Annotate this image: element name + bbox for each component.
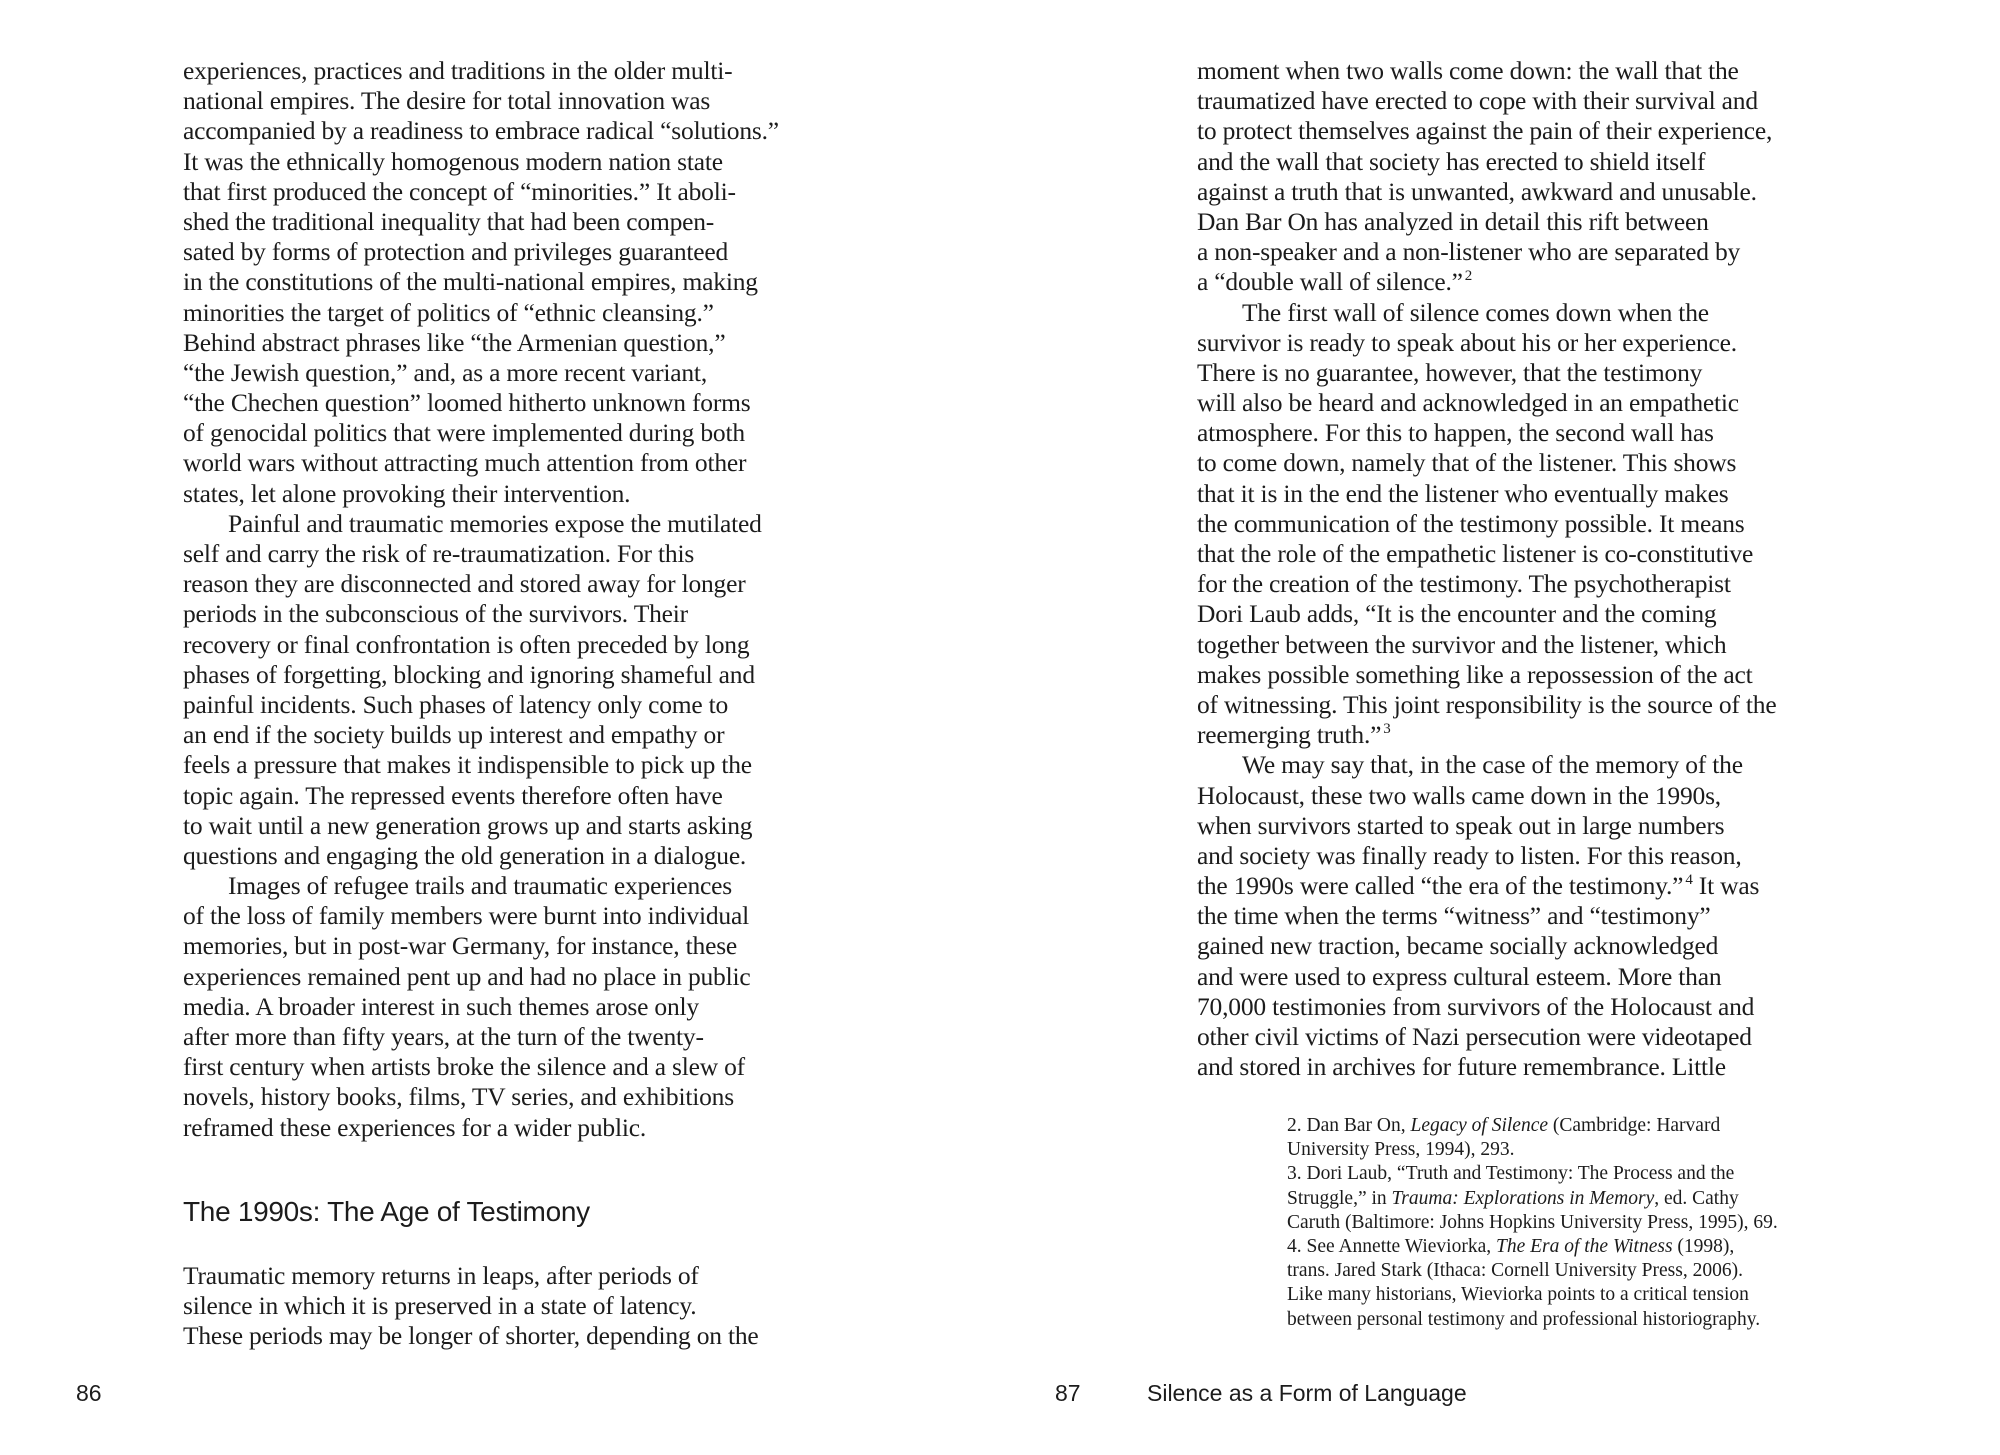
footnote-reference[interactable]: 3 (1383, 721, 1391, 738)
text-line: “the Jewish question,” and, as a more recent variant, (183, 357, 707, 387)
text-line: and were used to express cultural esteem. More than (1197, 961, 1722, 991)
footnote-line: trans. Jared Stark (Ithaca: Cornell University Press, 2006). (1287, 1260, 1743, 1282)
text-line: atmosphere. For this to happen, the second wall has (1197, 418, 1714, 448)
text-line: novels, history books, films, TV series, and exhibitions (183, 1082, 734, 1112)
text-line: of the loss of family members were burnt into individual (183, 901, 749, 931)
footnote-line: between personal testimony and professional historiography. (1287, 1308, 1761, 1330)
text-line: a “double wall of silence.” $^2$ (1197, 267, 1473, 297)
text-line: that it is in the end the listener who eventually makes (1197, 478, 1729, 508)
text-line: accompanied by a readiness to embrace radical “solutions.” (183, 116, 779, 146)
text-line: recovery or final confrontation is often preceded by long (183, 629, 750, 659)
text-line: in the constitutions of the multi-national empires, making (183, 267, 758, 297)
text-line: a non-speaker and a non-listener who are separated by (1197, 237, 1741, 267)
text-line: Painful and traumatic memories expose the mutilated (228, 508, 762, 538)
text-line: for the creation of the testimony. The psychotherapist (1197, 569, 1731, 599)
footnote-line: 3. Dori Laub, “Truth and Testimony: The Process and the (1287, 1163, 1735, 1185)
text-line: sated by forms of protection and privileges guaranteed (183, 237, 729, 267)
text-line: We may say that, in the case of the memory of the (1242, 750, 1743, 780)
text-line: survivor is ready to speak about his or her experience. (1197, 327, 1737, 357)
text-line: feels a pressure that makes it indispensible to pick up the (183, 750, 752, 780)
running-title: Silence as a Form of Language (1147, 1380, 1467, 1406)
text-line: after more than fifty years, at the turn of the twenty- (183, 1022, 704, 1051)
text-line: phases of forgetting, blocking and ignoring shameful and (183, 659, 755, 689)
text-line: shed the traditional inequality that had been compen- (183, 206, 715, 236)
page-number-left: 86 (76, 1380, 102, 1406)
text-line: when survivors started to speak out in large numbers (1197, 810, 1725, 840)
footnote-line: 2. Dan Bar On, Legacy of Silence (Cambridge: Harvard (1287, 1115, 1721, 1136)
text-line: The first wall of silence comes down when the (1242, 297, 1709, 327)
footnote-line: Like many historians, Wieviorka points to a critical tension (1287, 1284, 1749, 1306)
footnotes (1287, 1114, 1927, 1332)
text-line: of witnessing. This joint responsibility is the source of the (1197, 689, 1777, 719)
text-line: that the role of the empathetic listener is co-constitutive (1197, 539, 1754, 568)
page-number-right: 87 (1055, 1380, 1081, 1406)
text-line: experiences, practices and traditions in the older multi- (183, 56, 733, 85)
text-line: to wait until a new generation grows up and starts asking (183, 810, 753, 840)
left-body-text (183, 56, 923, 1143)
text-line: to protect themselves against the pain of their experience, (1197, 116, 1773, 146)
text-line: to come down, namely that of the listener. This shows (1197, 448, 1737, 478)
footnote-reference[interactable]: 2 (1464, 268, 1473, 285)
text-line: against a truth that is unwanted, awkward and unusable. (1197, 176, 1757, 206)
text-line: minorities the target of politics of “ethnic cleansing.” (183, 297, 714, 327)
text-line: the time when the terms “witness” and “testimony” (1197, 901, 1711, 931)
text-line: questions and engaging the old generation in a dialogue. (183, 840, 747, 870)
footnote-line: 4. See Annette Wieviorka, The Era of the Witness (1998), (1287, 1235, 1735, 1257)
text-line: that first produced the concept of “minorities.” It aboli- (183, 176, 736, 206)
text-line: the 1990s were called “the era of the testimony.” $^4$ It was (1197, 871, 1760, 901)
text-line: the communication of the testimony possible. It means (1197, 508, 1745, 538)
text-line: Dan Bar On has analyzed in detail this rift between (1197, 206, 1709, 236)
text-line: makes possible something like a repossession of the act (1197, 659, 1753, 689)
text-line: memories, but in post-war Germany, for instance, these (183, 931, 738, 961)
text-line: painful incidents. Such phases of latency only come to (183, 689, 729, 719)
text-line: topic again. The repressed events therefore often have (183, 780, 723, 810)
footnote-line: University Press, 1994), 293. (1287, 1139, 1515, 1161)
text-line: first century when artists broke the silence and a slew of (183, 1052, 745, 1082)
text-line: periods in the subconscious of the survivors. Their (183, 599, 688, 629)
text-line: other civil victims of Nazi persecution were videotaped (1197, 1022, 1752, 1051)
text-line: traumatized have erected to cope with their survival and (1197, 86, 1758, 116)
text-line: states, let alone provoking their intervention. (183, 478, 631, 508)
text-line: national empires. The desire for total innovation was (183, 86, 711, 116)
text-line: of genocidal politics that were implemented during both (183, 418, 745, 448)
text-line: world wars without attracting much attention from other (183, 448, 747, 478)
text-line: moment when two walls come down: the wall that the (1197, 56, 1739, 85)
text-line: Traumatic memory returns in leaps, after periods of (183, 1261, 699, 1290)
text-line: and stored in archives for future remembrance. Little (1197, 1052, 1726, 1082)
text-line: reframed these experiences for a wider public. (183, 1112, 647, 1142)
text-line: Behind abstract phrases like “the Armenian question,” (183, 327, 726, 357)
text-line: together between the survivor and the listener, which (1197, 629, 1727, 659)
text-line: reemerging truth.” $^3$ (1197, 720, 1391, 750)
text-line: It was the ethnically homogenous modern nation state (183, 146, 723, 176)
text-line: There is no guarantee, however, that the testimony (1197, 357, 1703, 387)
left-body-text-continued (183, 1261, 759, 1352)
text-line: gained new traction, became socially acknowledged (1197, 931, 1719, 961)
text-line: Images of refugee trails and traumatic experiences (228, 871, 732, 901)
section-heading: The 1990s: The Age of Testimony (183, 1196, 590, 1227)
text-line: experiences remained pent up and had no place in public (183, 961, 751, 991)
text-line: “the Chechen question” loomed hitherto unknown forms (183, 388, 751, 418)
text-line: reason they are disconnected and stored away for longer (183, 569, 746, 599)
text-line: and society was finally ready to listen. For this reason, (1197, 840, 1742, 870)
text-line: 70,000 testimonies from survivors of the Holocaust and (1197, 991, 1755, 1021)
right-page (1000, 0, 2000, 1455)
text-line: media. A broader interest in such themes arose only (183, 991, 699, 1021)
footnote-line: Struggle,” in Trauma: Explorations in Memory, ed. Cathy (1287, 1187, 1739, 1209)
text-line: an end if the society builds up interest and empathy or (183, 720, 725, 750)
text-line: self and carry the risk of re-traumatization. For this (183, 539, 695, 568)
text-line: and the wall that society has erected to shield itself (1197, 146, 1706, 176)
text-line: silence in which it is preserved in a state of latency. (183, 1291, 697, 1321)
text-line: will also be heard and acknowledged in an empathetic (1197, 388, 1739, 418)
right-body-text (1197, 56, 1957, 1082)
text-line: Holocaust, these two walls came down in the 1990s, (1197, 780, 1721, 810)
text-line: These periods may be longer of shorter, depending on the (183, 1321, 759, 1351)
footnote-line: Caruth (Baltimore: Johns Hopkins University Press, 1995), 69. (1287, 1211, 1778, 1233)
text-line: Dori Laub adds, “It is the encounter and the coming (1197, 599, 1717, 629)
footnote-reference[interactable]: 4 (1685, 872, 1693, 889)
